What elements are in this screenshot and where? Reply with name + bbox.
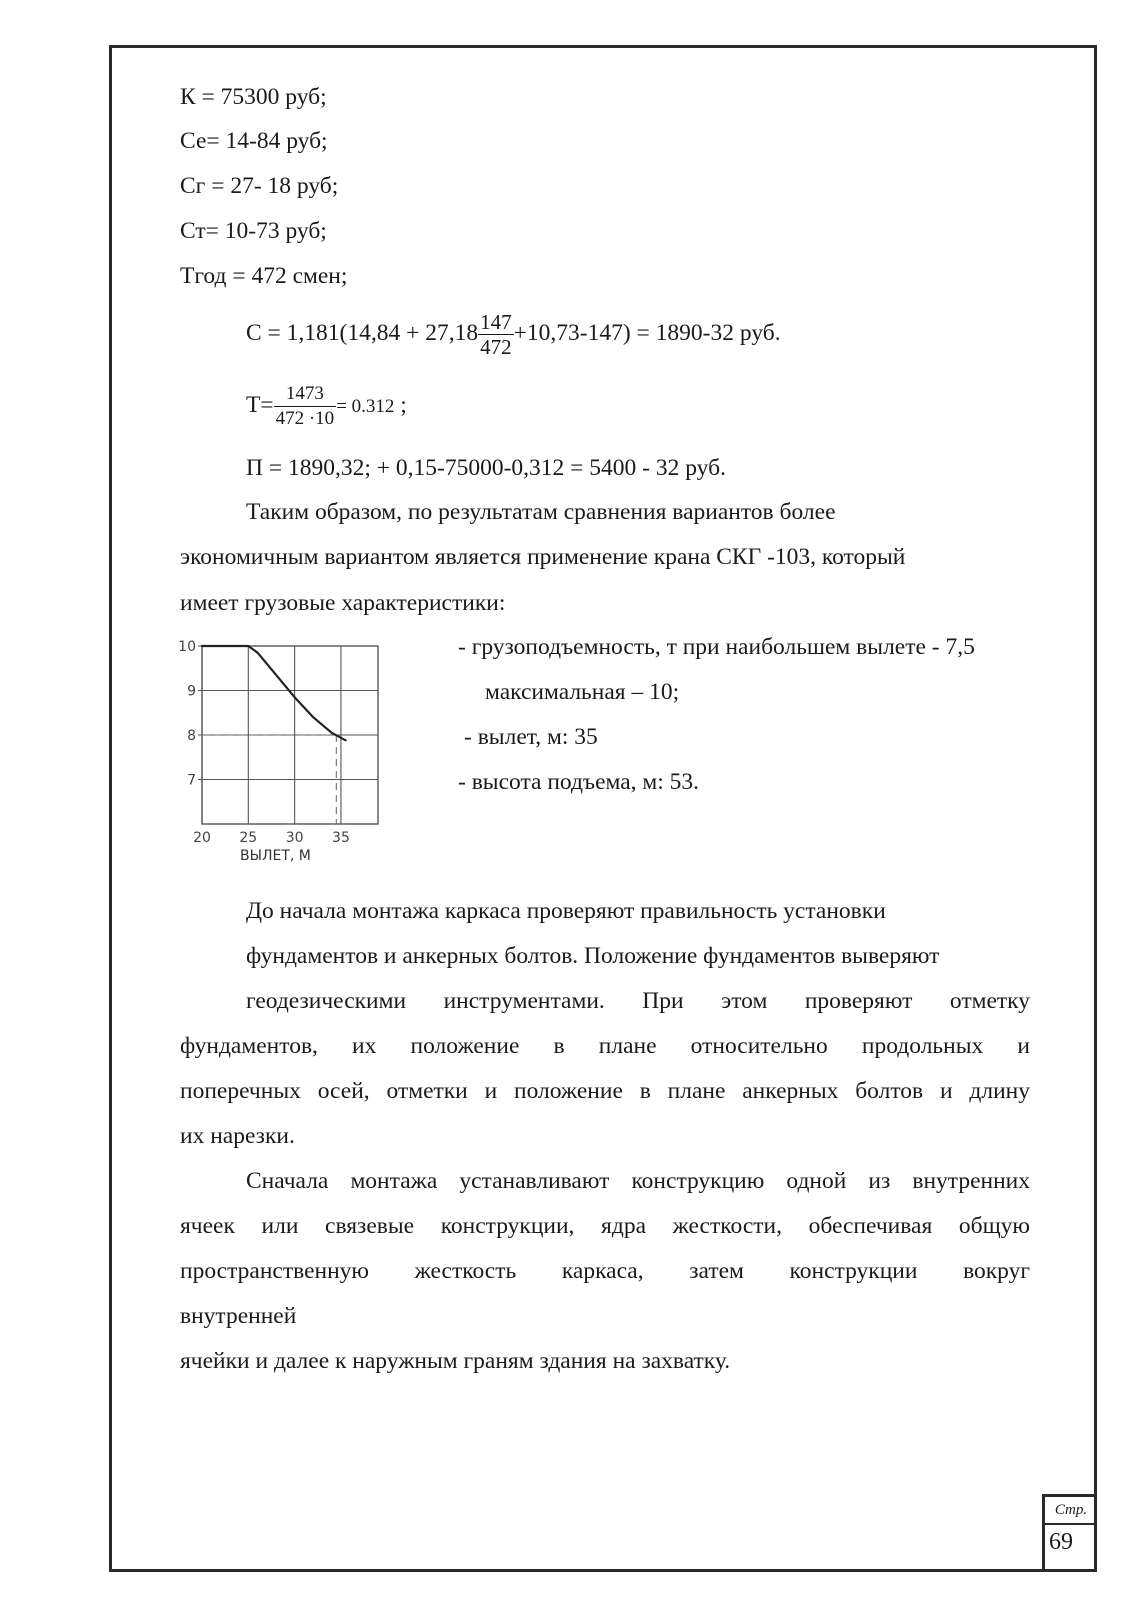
chart-x-tick-0: 20 — [193, 830, 211, 846]
spec-load-capacity: - грузоподъемность, т при наибольшем вылете - 7,5 — [458, 634, 975, 660]
para3-line2: ячеек или связевые конструкции, ядра жесткости, обеспечивая общую — [180, 1213, 1030, 1239]
para2-line6: их нарезки. — [180, 1123, 295, 1149]
page-number: 69 — [1049, 1529, 1073, 1555]
para2-line5: поперечных осей, отметки и положение в плане анкерных болтов и длину — [180, 1078, 1030, 1104]
formula-p: П = 1890,32; + 0,15-75000-0,312 = 5400 - 32 руб. — [246, 455, 726, 481]
formula-c-post: +10,73-147) = 1890-32 руб. — [513, 319, 781, 346]
formula-c-pre: С = 1,181(14,84 + 27,18 — [246, 319, 479, 346]
para2-line2: фундаментов и анкерных болтов. Положение фундаментов выверяют — [246, 943, 940, 969]
spec-max-capacity: максимальная – 10; — [485, 679, 680, 705]
chart-y-tick-3: 7 — [187, 772, 196, 789]
chart-y-tick-1: 9 — [187, 683, 196, 700]
para1-line2: экономичным вариантом является применение крана СКГ -103, который — [180, 544, 906, 570]
para2-line4: фундаментов, их положение в плане относительно продольных и — [180, 1033, 1030, 1059]
para1-line1: Таким образом, по результатам сравнения вариантов более — [246, 499, 836, 525]
para3-line1: Сначала монтажа устанавливают конструкцию одной из внутренних — [246, 1168, 1030, 1194]
para3-line5: ячейки и далее к наружным граням здания на захватку. — [180, 1348, 731, 1374]
chart-x-tick-3: 35 — [332, 830, 350, 846]
formula-t-den: 472 ·10 — [275, 408, 335, 429]
spec-reach: - вылет, м: 35 — [464, 724, 598, 750]
chart-x-tick-2: 30 — [285, 830, 304, 846]
chart-x-axis-label: ВЫЛЕТ, М — [240, 848, 311, 864]
chart-series-line — [202, 646, 346, 740]
formula-t-tail: ; — [400, 391, 407, 418]
para1-line3: имеет грузовые характеристики: — [180, 590, 506, 616]
page-label: Стр. — [1045, 1497, 1097, 1525]
formula-t-num: 1473 — [285, 383, 324, 404]
para2-line3: геодезическими инструментами. При этом проверяют отметку — [246, 988, 1030, 1014]
crane-load-chart — [180, 634, 400, 882]
chart-x-tick-1: 25 — [239, 830, 258, 846]
formula-t-post: = 0.312 — [336, 395, 395, 417]
var-cg: Сг = 27- 18 руб; — [180, 173, 339, 199]
formula-c — [246, 310, 781, 359]
spec-lift-height: - высота подъема, м: 53. — [458, 769, 700, 795]
chart-y-ticks — [178, 639, 196, 789]
chart-x-ticks — [193, 830, 350, 846]
var-k: К = 75300 руб; — [180, 84, 327, 110]
formula-c-num: 147 — [480, 310, 512, 334]
var-ct: Ст= 10-73 руб; — [180, 218, 327, 244]
chart-y-tick-0: 10 — [178, 639, 196, 655]
para3-line4: внутренней — [180, 1303, 297, 1329]
formula-c-fraction — [478, 310, 514, 359]
formula-t — [246, 382, 407, 431]
chart-y-tick-2: 8 — [187, 728, 196, 744]
var-ce: Се= 14-84 руб; — [180, 128, 328, 154]
formula-c-den: 472 — [480, 335, 512, 359]
var-tgod: Тгод = 472 смен; — [180, 263, 348, 289]
para2-line1: До начала монтажа каркаса проверяют правильность установки — [246, 898, 886, 924]
para3-line3: пространственную жесткость каркаса, затем конструкции вокруг — [180, 1258, 1030, 1284]
formula-t-pre: Т= — [246, 391, 274, 418]
formula-t-fraction — [274, 382, 337, 431]
page-number-box — [1042, 1494, 1097, 1572]
